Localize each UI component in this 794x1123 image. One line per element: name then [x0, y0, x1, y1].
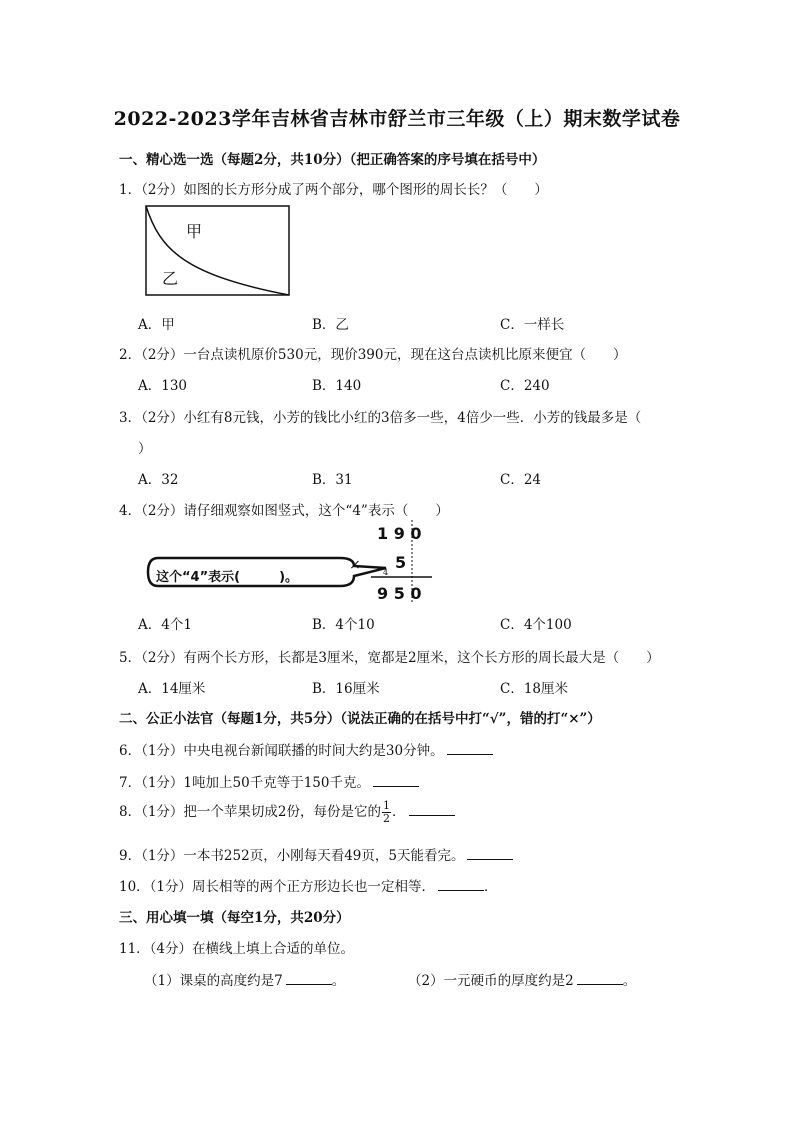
q3-option-a: A．32	[138, 472, 179, 488]
q4-multiplicand: 1 9 0	[377, 524, 422, 543]
question-8-text: 8．（1分）把一个苹果切成2份，每份是它的	[119, 804, 382, 820]
q1-option-a: A．甲	[138, 317, 175, 333]
q4-option-b: B．4个10	[312, 617, 375, 633]
region-jia-label: 甲	[186, 222, 203, 241]
q1-option-b: B．乙	[312, 317, 349, 333]
q2-option-a: A．130	[138, 378, 188, 394]
question-3: 3．（2分）小红有8元钱，小芳的钱比小红的3倍多一些，4倍少一些．小芳的钱最多是（	[119, 410, 642, 426]
question-2: 2．（2分）一台点读机原价530元，现价390元，现在这台点读机比原来便宜（ ）	[119, 347, 627, 363]
section-2-heading: 二、公正小法官（每题1分，共5分）（说法正确的在括号中打“√”，错的打“×”）	[119, 711, 601, 727]
question-11-part-2-end: 。	[622, 973, 637, 989]
q5-option-a: A．14厘米	[138, 681, 206, 697]
question-4: 4．（2分）请仔细观察如图竖式，这个“4”表示（ ）	[119, 503, 449, 519]
question-6-text: 6．（1分）中央电视台新闻联播的时间大约是30分钟。	[119, 743, 444, 759]
question-7-text: 7．（1分）1吨加上50千克等于150千克。	[119, 775, 370, 791]
q3-option-c: C．24	[500, 472, 542, 488]
answer-blank[interactable]	[286, 972, 332, 985]
q2-option-b: B．140	[312, 378, 362, 394]
page-title: 2022-2023学年吉林省吉林市舒兰市三年级（上）期末数学试卷	[113, 108, 681, 130]
q4-option-c: C．4个100	[500, 617, 572, 633]
section-1-heading: 一、精心选一选（每题2分，共10分）（把正确答案的序号填在括号中）	[119, 152, 546, 168]
q4-multiply-sign: ×	[349, 557, 361, 573]
question-9	[119, 844, 513, 864]
q3-option-b: B．31	[312, 472, 353, 488]
q4-product: 9 5 0	[377, 584, 422, 603]
q5-option-c: C．18厘米	[500, 681, 569, 697]
question-10-text: 10．（1分）周长相等的两个正方形边长也一定相等．	[119, 879, 436, 895]
fraction	[382, 800, 391, 825]
question-1: 1．（2分）如图的长方形分成了两个部分，哪个图形的周长长？（ ）	[119, 182, 548, 198]
answer-blank[interactable]	[438, 878, 484, 891]
q4-carry-digit: 4	[383, 568, 389, 577]
q1-option-c: C．一样长	[500, 317, 565, 333]
q5-option-b: B．16厘米	[312, 681, 380, 697]
q4-multiplier: 5	[395, 553, 407, 572]
question-10	[119, 875, 498, 895]
q4-bubble-text: 这个“4”表示( )。	[156, 570, 299, 585]
answer-blank[interactable]	[447, 742, 493, 755]
section-3-heading: 三、用心填一填（每空1分，共20分）	[119, 910, 350, 926]
question-11-part-2	[408, 969, 636, 989]
fraction-denominator: 2	[383, 812, 391, 825]
question-11-part-2-text: （2）一元硬币的厚度约是2	[408, 973, 574, 989]
answer-blank[interactable]	[373, 774, 419, 787]
question-8-end: ．	[392, 804, 406, 820]
question-11: 11．（4分）在横线上填上合适的单位。	[119, 941, 355, 957]
answer-blank[interactable]	[467, 847, 513, 860]
question-8	[119, 800, 455, 825]
question-11-part-1-end: 。	[331, 973, 346, 989]
question-6	[119, 739, 493, 759]
question-9-text: 9．（1分）一本书252页，小刚每天看49页，5天能看完。	[119, 848, 465, 864]
answer-blank[interactable]	[409, 803, 455, 816]
fraction-numerator: 1	[383, 799, 391, 812]
question-11-part-1	[144, 969, 345, 989]
question-11-part-1-text: （1）课桌的高度约是7	[144, 973, 283, 989]
q2-option-c: C．240	[500, 378, 550, 394]
question-10-end: ．	[484, 879, 498, 895]
answer-blank[interactable]	[577, 972, 623, 985]
region-yi-label: 乙	[162, 269, 179, 288]
question-7	[119, 771, 419, 791]
question-5: 5．（2分）有两个长方形，长都是3厘米，宽都是2厘米，这个长方形的周长最大是（ ）	[119, 650, 660, 666]
q4-option-a: A．4个1	[138, 617, 192, 633]
question-3-continued: ）	[138, 441, 152, 457]
